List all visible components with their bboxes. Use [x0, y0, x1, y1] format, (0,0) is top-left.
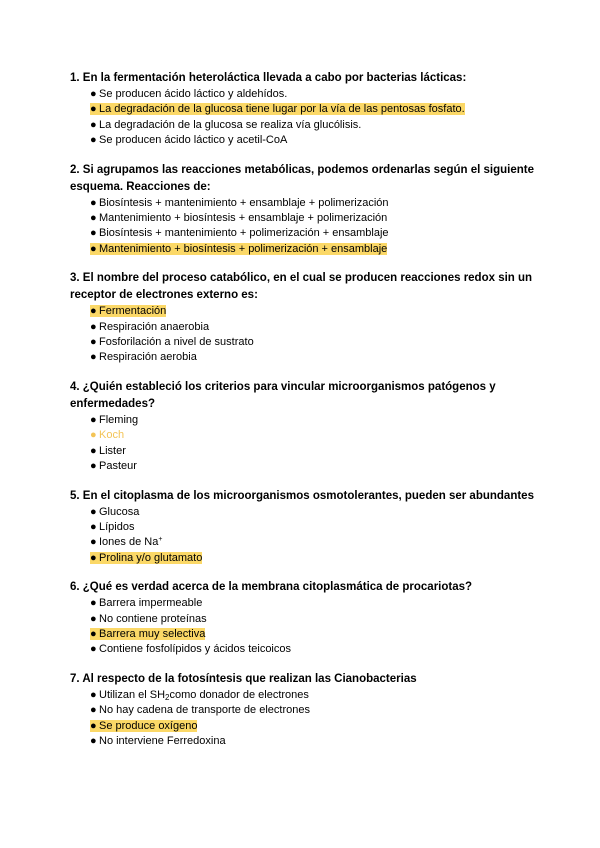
- question-5: [70, 488, 540, 567]
- option: [90, 444, 540, 459]
- bullet-icon: ●: [90, 351, 97, 364]
- option: [90, 520, 540, 535]
- option-text: La degradación de la glucosa se realiza vía glucólisis.: [99, 118, 362, 131]
- option-text: Prolina y/o glutamato: [99, 551, 203, 564]
- bullet-icon: ●: [90, 551, 97, 564]
- option: [90, 118, 540, 133]
- option: [90, 196, 540, 211]
- bullet-icon: ●: [90, 597, 97, 610]
- bullet-icon: ●: [90, 627, 97, 640]
- option-selected: [90, 102, 540, 117]
- bullet-icon: ●: [90, 688, 97, 701]
- option-text: Fleming: [99, 413, 139, 426]
- option-text: Iones de Na: [99, 536, 159, 549]
- bullet-icon: ●: [90, 520, 97, 533]
- question-1: [70, 70, 540, 149]
- option-text: Contiene fosfolípidos y ácidos teicoicos: [99, 643, 291, 656]
- answer-highlight: [90, 243, 387, 255]
- option: [90, 734, 540, 749]
- option-selected: [90, 242, 540, 257]
- subscript: 2: [165, 692, 170, 702]
- option-text: No interviene Ferredoxina: [99, 734, 226, 747]
- bullet-icon: ●: [90, 734, 97, 747]
- option-text: Koch: [99, 429, 125, 442]
- answer-highlight: [90, 552, 202, 564]
- option-text: Pasteur: [99, 460, 137, 473]
- option-selected: [90, 304, 540, 319]
- option: [90, 505, 540, 520]
- option-text-continued: como donador de electrones: [169, 688, 309, 701]
- bullet-icon: ●: [90, 88, 97, 100]
- option-text: Biosíntesis + mantenimiento + ensamblaje + polimerización: [99, 196, 389, 209]
- option-list: [70, 505, 540, 567]
- option-list: [70, 413, 540, 475]
- question-text: 3. El nombre del proceso catabólico, en el cual se producen reacciones redox sin un receptor de electrones externo es:: [70, 272, 533, 302]
- bullet-icon: ●: [90, 118, 97, 131]
- bullet-icon: ●: [90, 305, 97, 318]
- option-selected: [90, 551, 540, 566]
- option-text: Respiración anaerobia: [99, 320, 210, 333]
- option-text: Fosforilación a nivel de sustrato: [99, 336, 254, 349]
- bullet-icon: ●: [90, 612, 97, 625]
- option: [90, 459, 540, 474]
- option: [90, 133, 540, 148]
- option-list: [70, 196, 540, 258]
- option-text: Se producen ácido láctico y aldehídos.: [99, 88, 288, 100]
- bullet-icon: ●: [90, 704, 97, 717]
- option-text: Se producen ácido láctico y acetil-CoA: [99, 134, 288, 147]
- answer-highlight: [90, 305, 166, 317]
- option-list: [70, 688, 540, 750]
- option-text: Mantenimiento + biosíntesis + ensamblaje + polimerización: [99, 212, 388, 225]
- option-text: No hay cadena de transporte de electrones: [99, 704, 310, 717]
- option: [90, 320, 540, 335]
- option-faint: [90, 428, 540, 443]
- question-text: 1. En la fermentación heteroláctica llevada a cabo por bacterias lácticas:: [70, 72, 467, 84]
- option: [90, 226, 540, 241]
- question-text: 2. Si agrupamos las reacciones metabólicas, podemos ordenarlas según el siguiente esquema. Reacciones de:: [70, 163, 534, 193]
- bullet-icon: ●: [90, 536, 97, 549]
- option-text: No contiene proteínas: [99, 612, 207, 625]
- option: [90, 413, 540, 428]
- option: [90, 87, 540, 102]
- option-text: Utilizan el SH: [99, 688, 166, 701]
- bullet-icon: ●: [90, 242, 97, 255]
- question-text: 4. ¿Quién estableció los criterios para vincular microorganismos patógenos y enfermedades?: [70, 380, 496, 410]
- bullet-icon: ●: [90, 320, 97, 333]
- option: [90, 335, 540, 350]
- bullet-icon: ●: [90, 196, 97, 209]
- bullet-icon: ●: [90, 134, 97, 147]
- bullet-icon: ●: [90, 413, 97, 426]
- option: [90, 535, 540, 550]
- option-text: Glucosa: [99, 505, 140, 518]
- option-selected: [90, 719, 540, 734]
- option: [90, 703, 540, 718]
- option: [90, 350, 540, 365]
- option-text: Fermentación: [99, 305, 167, 318]
- bullet-icon: ●: [90, 429, 97, 442]
- option-text: Mantenimiento + biosíntesis + polimerización + ensamblaje: [99, 242, 388, 255]
- option-text: Se produce oxígeno: [99, 719, 198, 732]
- question-3: [70, 270, 540, 366]
- option-text: Lister: [99, 444, 126, 457]
- option-text: Respiración aerobia: [99, 351, 197, 364]
- question-text: 5. En el citoplasma de los microorganismos osmotolerantes, pueden ser abundantes: [70, 489, 534, 502]
- answer-highlight: [90, 103, 465, 115]
- bullet-icon: ●: [90, 444, 97, 457]
- question-text: 7. Al respecto de la fotosíntesis que realizan las Cianobacterias: [70, 672, 417, 685]
- bullet-icon: ●: [90, 212, 97, 225]
- option: [90, 688, 540, 703]
- option: [90, 642, 540, 657]
- question-6: [70, 579, 540, 658]
- option: [90, 612, 540, 627]
- question-text: 6. ¿Qué es verdad acerca de la membrana citoplasmática de procariotas?: [70, 581, 473, 594]
- option: [90, 211, 540, 226]
- option-list: [70, 87, 540, 149]
- question-7: [70, 671, 540, 750]
- answer-highlight: [90, 720, 197, 732]
- option-text: Barrera impermeable: [99, 597, 203, 610]
- answer-highlight: [90, 628, 205, 640]
- question-2: [70, 162, 540, 258]
- option-text: Biosíntesis + mantenimiento + polimerización + ensamblaje: [99, 227, 389, 240]
- bullet-icon: ●: [90, 460, 97, 473]
- option-text: La degradación de la glucosa tiene lugar por la vía de las pentosas fosfato.: [99, 103, 465, 116]
- option-text: Barrera muy selectiva: [99, 627, 206, 640]
- option-list: [70, 596, 540, 658]
- option-list: [70, 304, 540, 366]
- quiz-document: [70, 70, 540, 762]
- question-4: [70, 379, 540, 475]
- bullet-icon: ●: [90, 227, 97, 240]
- option-selected: [90, 627, 540, 642]
- bullet-icon: ●: [90, 505, 97, 518]
- superscript: +: [158, 536, 163, 544]
- option: [90, 596, 540, 611]
- bullet-icon: ●: [90, 103, 97, 116]
- bullet-icon: ●: [90, 719, 97, 732]
- option-text: Lípidos: [99, 520, 135, 533]
- bullet-icon: ●: [90, 336, 97, 349]
- bullet-icon: ●: [90, 643, 97, 656]
